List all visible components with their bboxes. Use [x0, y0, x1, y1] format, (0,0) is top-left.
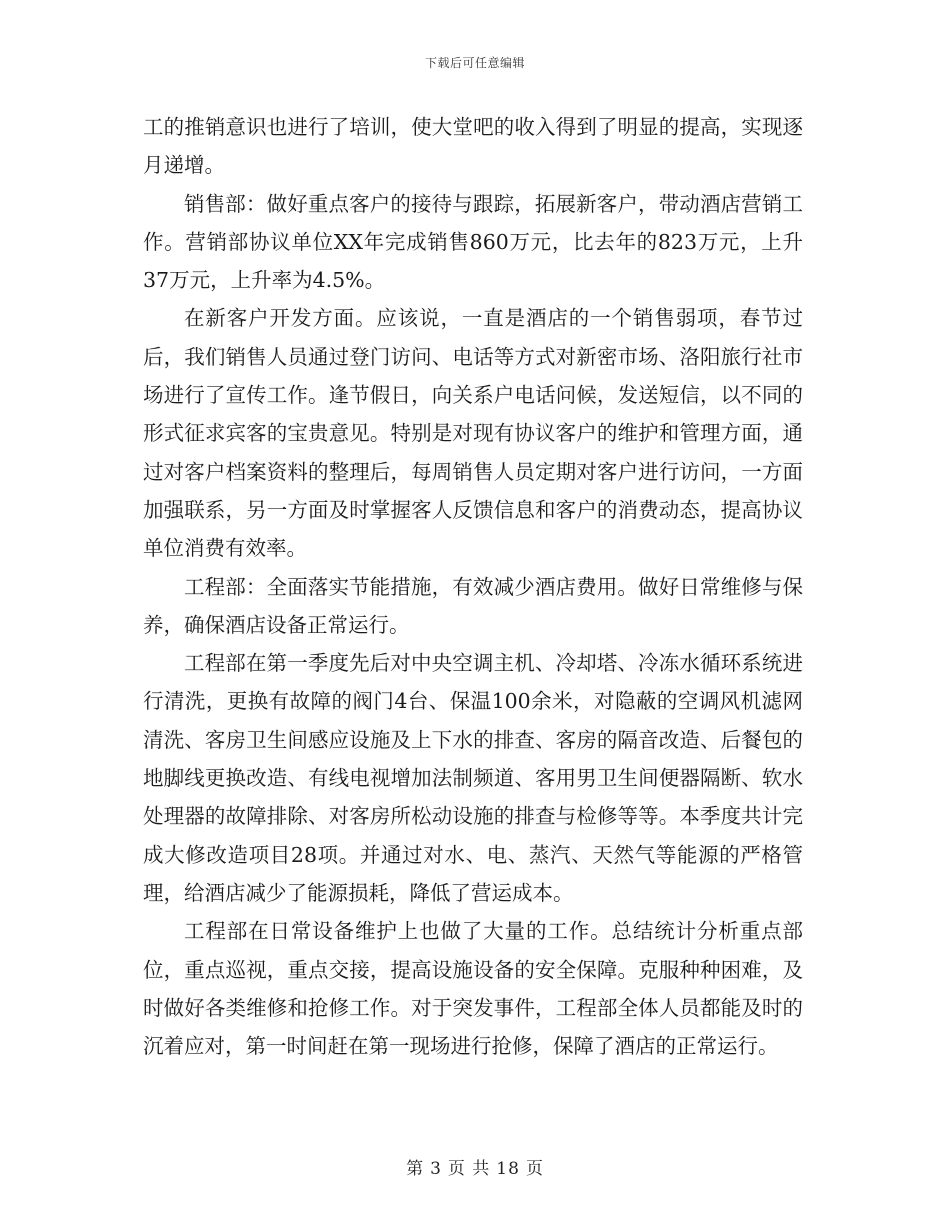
paragraph-2: 销售部：做好重点客户的接待与跟踪，拓展新客户，带动酒店营销工作。营销部协议单位XX年完成销售860万元，比去年的823万元，上升37万元，上升率为4.5%。	[143, 191, 803, 293]
paragraph-4: 工程部：全面落实节能措施，有效减少酒店费用。做好日常维修与保养，确保酒店设备正常运行。	[143, 574, 803, 637]
page-footer	[0, 1154, 950, 1179]
footer-middle: 页 共	[447, 1159, 491, 1179]
paragraph-6: 工程部在日常设备维护上也做了大量的工作。总结统计分析重点部位，重点巡视，重点交接，提高设施设备的安全保障。克服种种困难，及时做好各类维修和抢修工作。对于突发事件，工程部全体人员都能及时的沉着应对，第一时间赶在第一现场进行抢修，保障了酒店的正常运行。	[143, 919, 803, 1059]
paragraph-1: 工的推销意识也进行了培训，使大堂吧的收入得到了明显的提高，实现逐月递增。	[143, 115, 803, 178]
page-header: 下载后可任意编辑	[424, 56, 525, 70]
footer-current-page: 3	[430, 1159, 442, 1179]
paragraph-5: 工程部在第一季度先后对中央空调主机、冷却塔、冷冻水循环系统进行清洗，更换有故障的阀门4台、保温100余米，对隐蔽的空调风机滤网清洗、客房卫生间感应设施及上下水的排查、客房的隔音改造、后餐包的地脚线更换改造、有线电视增加法制频道、客用男卫生间便器隔断、软水处理器的故障排除、对客房所松动设施的排查与检修等等。本季度共计完成大修改造项目28项。并通过对水、电、蒸汽、天然气等能源的严格管理，给酒店减少了能源损耗，降低了营运成本。	[143, 651, 803, 905]
footer-prefix: 第	[406, 1159, 425, 1179]
document-body	[143, 108, 803, 1065]
footer-suffix: 页	[525, 1159, 544, 1179]
paragraph-3: 在新客户开发方面。应该说，一直是酒店的一个销售弱项，春节过后，我们销售人员通过登门访问、电话等方式对新密市场、洛阳旅行社市场进行了宣传工作。逢节假日，向关系户电话问候，发送短信，以不同的形式征求宾客的宝贵意见。特别是对现有协议客户的维护和管理方面，通过对客户档案资料的整理后，每周销售人员定期对客户进行访问，一方面加强联系，另一方面及时掌握客人反馈信息和客户的消费动态，提高协议单位消费有效率。	[143, 306, 803, 561]
footer-total-pages: 18	[496, 1159, 520, 1179]
